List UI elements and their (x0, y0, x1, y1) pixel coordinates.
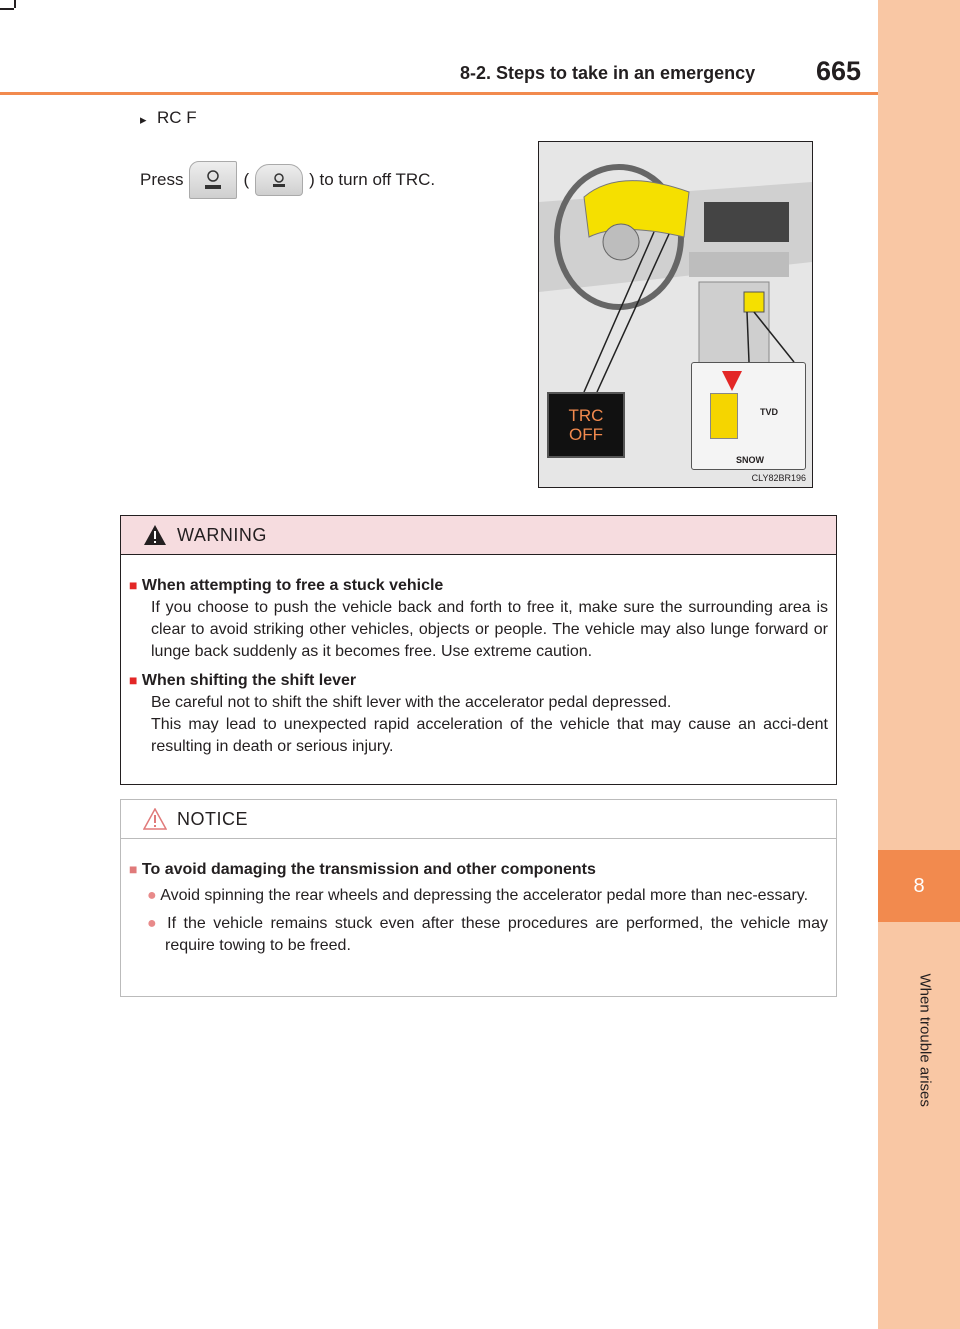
trc-off-indicator (547, 392, 625, 458)
dashboard-illustration (538, 141, 813, 488)
switch-closeup (691, 362, 806, 470)
press-prefix: Press (140, 170, 184, 189)
notice-title: NOTICE (177, 808, 249, 829)
heading-text: When shifting the shift lever (141, 672, 357, 689)
square-bullet-icon: ■ (129, 577, 138, 593)
paren-open: ( (243, 170, 250, 189)
trc-off-button-icon (189, 161, 237, 199)
warning-header (121, 516, 836, 555)
notice-box (120, 799, 837, 997)
trc-switch-highlight (710, 393, 738, 439)
trc-off-switch-icon (255, 164, 303, 196)
heading-text: When attempting to free a stuck vehicle (141, 577, 444, 594)
press-suffix: ) to turn off TRC. (309, 170, 436, 189)
notice-icon (143, 808, 167, 830)
model-arrow-icon: ▸ (140, 112, 147, 127)
warning-heading-2 (129, 669, 828, 692)
warning-title: WARNING (177, 524, 267, 545)
square-bullet-icon: ■ (129, 861, 138, 877)
illustration-code: CLY82BR196 (751, 473, 806, 483)
model-label: RC F (157, 108, 197, 127)
section-title: 8-2. Steps to take in an emergency (460, 63, 756, 83)
warning-text-1: If you choose to push the vehicle back and forth to free it, make sure the surrounding area is clear to avoid striking other vehicles, objects or people. The vehicle may also lunge forward or lunge back suddenly as it becomes free. Use extreme caution. (151, 599, 828, 660)
warning-box (120, 515, 837, 785)
square-bullet-icon: ■ (129, 672, 138, 688)
indicator-line2: OFF (569, 425, 603, 444)
warning-content (129, 574, 828, 758)
red-arrow-icon (722, 371, 742, 391)
dot-bullet-icon: ● (147, 915, 160, 932)
tvd-label: TVD (760, 407, 778, 417)
notice-content (129, 858, 828, 957)
heading-text: To avoid damaging the transmission and other components (141, 861, 596, 878)
crop-mark (14, 0, 16, 8)
warning-icon (143, 524, 167, 546)
side-tab-strip (878, 0, 960, 1329)
snow-label: SNOW (736, 455, 764, 465)
warning-heading-1 (129, 574, 828, 597)
bullet-text: Avoid spinning the rear wheels and depressing the accelerator pedal more than nec-essary. (160, 887, 809, 904)
warning-text-2b: This may lead to unexpected rapid acceleration of the vehicle that may cause an acci-dent resulting in death or serious injury. (151, 716, 828, 755)
page-number: 665 (816, 56, 862, 86)
chapter-number-tab[interactable]: 8 (878, 850, 960, 922)
notice-header (121, 800, 836, 839)
warning-text-2: Be careful not to shift the shift lever with the accelerator pedal depressed. (151, 694, 672, 711)
notice-bullet-2 (129, 913, 828, 957)
header-rule (0, 92, 878, 95)
dot-bullet-icon: ● (147, 887, 157, 904)
crop-mark (0, 8, 14, 10)
chapter-label: When trouble arises (916, 973, 934, 1107)
indicator-line1: TRC (568, 406, 604, 425)
bullet-text: If the vehicle remains stuck even after these procedures are performed, the vehicle may require towing to be freed. (165, 915, 828, 954)
notice-heading (129, 858, 828, 881)
instruction-line (140, 160, 435, 200)
notice-bullet-1 (129, 885, 828, 907)
